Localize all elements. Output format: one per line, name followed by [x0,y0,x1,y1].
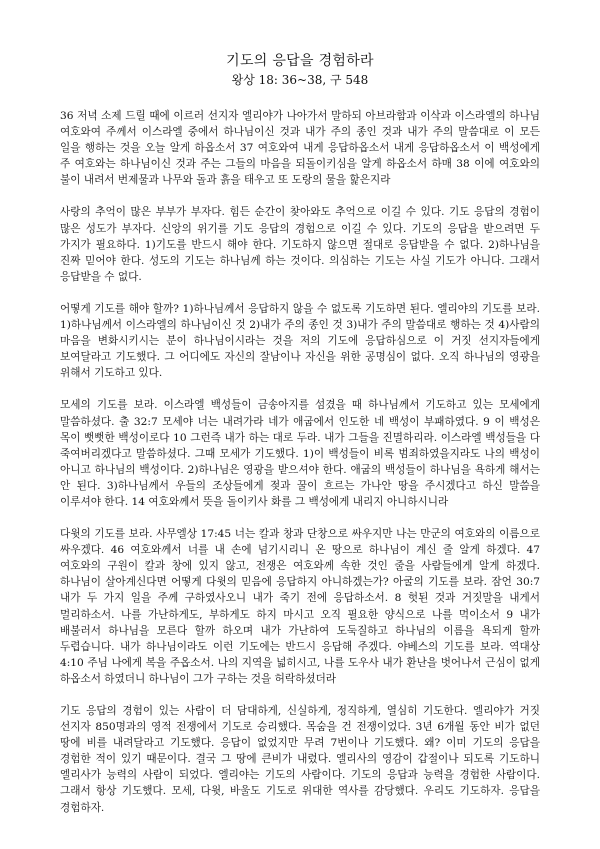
paragraph-intro: 사랑의 추억이 많은 부부가 부자다. 힘든 순간이 찾아와도 추억으로 이길 수 있다. 기도 응답의 경험이 많은 성도가 부자다. 신앙의 위기를 기도 응답의 경험으로 이길 수 있다. 기도의 응답을 받으려면 두 가지가 필요하다. 1)기도를 반드시 해야 한다. 기도하지 않으면 절대로 응답받을 수 없다. 2)하나님을 진짜 믿어야 한다. 성도의 기도는 하나님께 하는 것이다. 의심하는 기도는 사실 기도가 아니다. 그래서 응답받을 수 없다. [60,206,540,283]
scripture-reference: 왕상 18: 36~38, 구 548 [231,73,369,87]
paragraph-moses-prayer: 모세의 기도를 보라. 이스라엘 백성들이 금송아지를 섬겼을 때 하나님께서 기도하고 있는 모세에게 말씀하셨다. 출 32:7 모세야 너는 내려가라 네가 애굽에서 인도한 네 백성이 부패하였다. 9 이 백성은 목이 뻣뻣한 백성이로다 10 그런즉 내가 하는 대로 두라. 내가 그들을 진멸하리라. 이스라엘 백성들을 다 죽여버리겠다고 말씀하셨다. 그때 모세가 기도했다. 1)이 백성들이 비록 범죄하였을지라도 나의 백성이 아니고 하나님의 백성이다. 2)하나님은 영광을 받으셔야 한다. 애굽의 백성들이 하나님을 욕하게 해서는 안 된다. 3)하나님께서 우들의 조상들에게 젖과 꿀이 흐르는 가나안 땅을 주시겠다고 하신 말씀을 이루셔야 한다. 14 여호와께서 뜻을 돌이키사 화를 그 백성에게 내리지 아니하시니라 [60,399,540,508]
paragraph-conclusion: 기도 응답의 경험이 있는 사람이 더 담대하게, 신실하게, 정직하게, 열심히 기도한다. 엘리야가 거짓 선지자 850명과의 영적 전쟁에서 기도로 승리했다. 목숨을 건 전쟁이었다. 3년 6개월 동안 비가 없던 땅에 비를 내려달라고 기도했다. 응답이 없었지만 무려 7번이나 기도했다. 왜? 이미 기도의 응답을 경험한 적이 있기 때문이다. 결국 그 땅에 큰비가 내렸다. 엘리사의 영감이 갑절이나 되도록 기도하니 엘리사가 능력의 사람이 되었다. 엘리야는 기도의 사람이다. 기도의 응답과 능력을 경험한 사람이다. 그래서 항상 기도했다. 모세, 다윗, 바울도 기도로 위대한 역사를 감당했다. 우리도 기도하자. 응답을 경험하자. [60,705,540,814]
paragraph-scripture-text: 36 저녁 소제 드릴 때에 이르러 선지자 엘리야가 나아가서 말하되 아브라함과 이삭과 이스라엘의 하나님 여호와여 주께서 이스라엘 중에서 하나님이신 것과 내가 주의 종인 것과 내가 주의 말씀대로 이 모든 일을 행하는 것을 오늘 알게 하옵소서 37 여호와여 내게 응답하옵소서 내게 응답하옵소서 이 백성에게 주 여호와는 하나님이신 것과 주는 그들의 마음을 되돌이키심을 알게 하옵소서 하매 38 이에 여호와의 불이 내려서 번제물과 나무와 돌과 흙을 태우고 또 도랑의 물을 핥은지라 [60,110,540,187]
page-title: 기도의 응답을 경험하라 [226,53,374,69]
sermon-body [60,108,540,816]
paragraph-how-to-pray: 어떻게 기도를 해야 할까? 1)하나님께서 응답하지 않을 수 없도록 기도하면 된다. 엘리야의 기도를 보라. 1)하나님께서 이스라엘의 하나님이신 것 2)내가 주의 종인 것 3)내가 주의 말씀대로 행하는 것 4)사람의 마음을 변화시키시는 분이 하나님이시라는 것을 저의 기도에 응답하심으로 이 거짓 선지자들에게 보여달라고 기도했다. 그 어디에도 자신의 잘남이나 자신을 위한 공명심이 없다. 오직 하나님의 영광을 위해서 기도하고 있다. [60,302,540,380]
paragraph-david-prayer: 다윗의 기도를 보라. 사무엘상 17:45 너는 칼과 창과 단창으로 싸우지만 나는 만군의 여호와의 이름으로 싸우겠다. 46 여호와께서 너를 내 손에 넘기시리니 온 땅으로 하나님이 계신 줄 알게 하겠다. 47 여호와의 구원이 칼과 창에 있지 않고, 전쟁은 여호와께 속한 것인 줄을 사람들에게 알게 하겠다. 하나님이 살아계신다면 어떻게 다윗의 믿음에 응답하지 아니하겠는가? 아굴의 기도를 보라. 잠언 30:7 내가 두 가지 일을 주께 구하였사오니 내가 죽기 전에 응답하소서. 8 헛된 것과 거짓말을 내게서 멀리하소서. 나를 가난하게도, 부하게도 하지 마시고 오직 필요한 양식으로 나를 먹이소서 9 내가 배불러서 하나님을 모른다 할까 하오며 내가 가난하여 도둑질하고 하나님의 이름을 욕되게 할까 두렵습니다. 내가 하나님이라도 이런 기도에는 반드시 응답해 주겠다. 야베스의 기도를 보라. 역대상 4:10 주님 나에게 복을 주옵소서. 나의 지역을 넓히시고, 나를 도우사 내가 환난을 벗어나서 근심이 없게 하옵소서 하였더니 하나님이 그가 구하는 것을 허락하셨더라 [60,528,540,685]
